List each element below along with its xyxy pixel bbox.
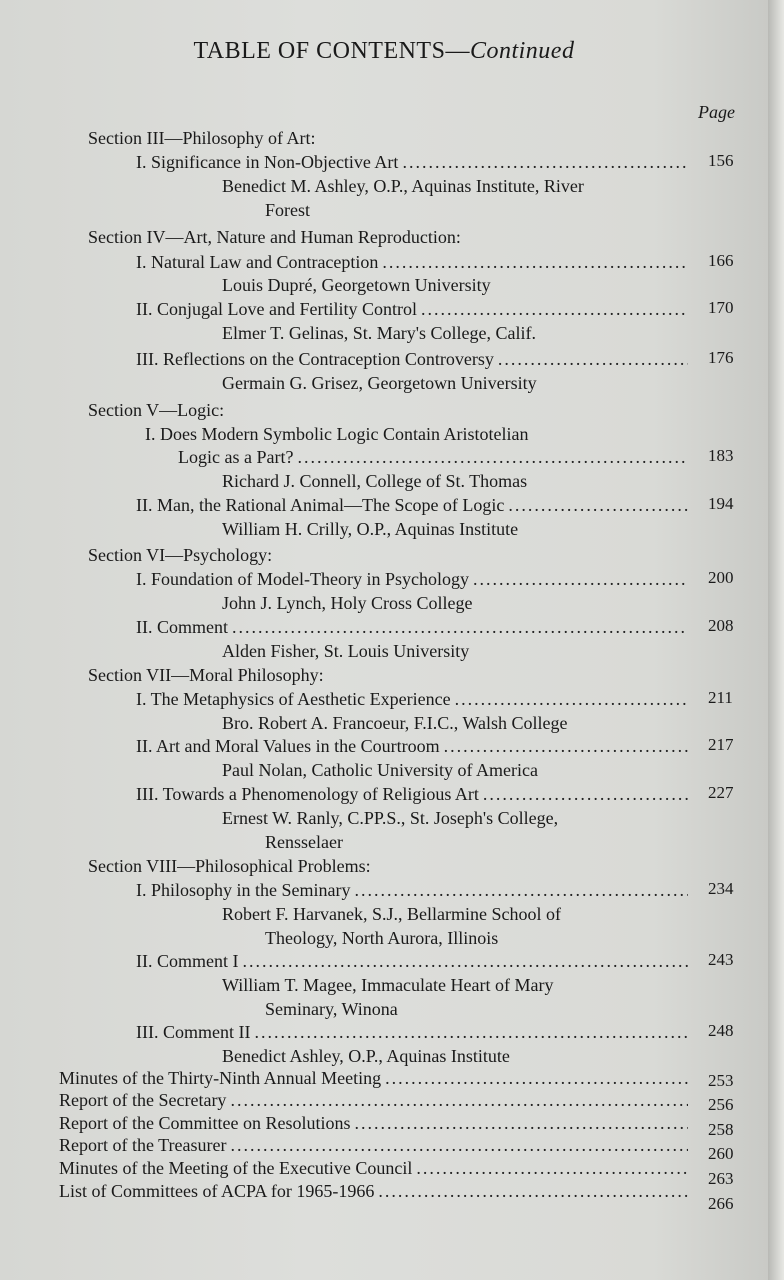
page-number: 176 — [708, 348, 734, 367]
toc-entry — [136, 879, 688, 901]
toc-entry-title: Logic as a Part? — [178, 447, 294, 467]
page-number: 256 — [708, 1095, 734, 1114]
toc-entry — [59, 1112, 688, 1134]
toc-entry-title: II. Conjugal Love and Fertility Control — [136, 299, 417, 319]
toc-entry-title: III. Reflections on the Contraception Controversy — [136, 349, 494, 369]
section-heading: Section III—Philosophy of Art: — [88, 128, 316, 148]
dot-leader — [421, 298, 688, 320]
page-number: 156 — [708, 151, 734, 170]
author-line: William H. Crilly, O.P., Aquinas Institute — [222, 519, 519, 539]
toc-entry — [136, 688, 688, 710]
author-line: William T. Magee, Immaculate Heart of Mary — [222, 975, 554, 995]
section-heading: Section V—Logic: — [88, 400, 225, 420]
toc-entry — [136, 950, 688, 972]
dot-leader — [242, 950, 688, 972]
author-line: Robert F. Harvanek, S.J., Bellarmine School of — [222, 904, 562, 924]
toc-entry-title: II. Art and Moral Values in the Courtroom — [136, 736, 440, 756]
author-line: John J. Lynch, Holy Cross College — [222, 593, 473, 613]
section-heading: Section VIII—Philosophical Problems: — [88, 856, 371, 876]
author-line: Alden Fisher, St. Louis University — [222, 641, 470, 661]
dot-leader — [498, 348, 688, 370]
toc-entry-title: Report of the Treasurer — [59, 1135, 227, 1155]
page-number: 166 — [708, 251, 734, 270]
toc-entry — [59, 1134, 688, 1156]
toc-entry — [59, 1180, 688, 1202]
toc-entry-title: I. The Metaphysics of Aesthetic Experience — [136, 689, 451, 709]
toc-entry-title: I. Does Modern Symbolic Logic Contain Aristotelian — [145, 424, 529, 444]
dot-leader — [508, 494, 688, 516]
dot-leader — [354, 1112, 688, 1134]
page-number: 211 — [708, 688, 733, 707]
toc-entry-title: III. Towards a Phenomenology of Religious Art — [136, 784, 479, 804]
author-line: Louis Dupré, Georgetown University — [222, 275, 491, 295]
author-line: Bro. Robert A. Francoeur, F.I.C., Walsh College — [222, 713, 568, 733]
dot-leader — [230, 1134, 688, 1156]
toc-entry-title: Report of the Secretary — [59, 1090, 227, 1110]
page-number: 227 — [708, 783, 734, 802]
dot-leader — [444, 735, 688, 757]
page-number: 208 — [708, 616, 734, 635]
toc-entry — [59, 1067, 688, 1089]
toc-entry — [178, 446, 688, 468]
toc-entry-title: II. Man, the Rational Animal—The Scope of Logic — [136, 495, 505, 515]
page-number: 217 — [708, 735, 734, 754]
page-number: 170 — [708, 298, 734, 317]
page-number: 200 — [708, 568, 734, 587]
page-number: 263 — [708, 1169, 734, 1188]
toc-entry-title: Minutes of the Thirty-Ninth Annual Meeting — [59, 1068, 382, 1088]
toc-entry — [136, 348, 688, 370]
dot-leader — [230, 1089, 688, 1111]
toc-entry — [136, 783, 688, 805]
dot-leader — [402, 151, 688, 173]
toc-entry-title: I. Philosophy in the Seminary — [136, 880, 351, 900]
page-number: 258 — [708, 1120, 734, 1139]
author-line: Benedict M. Ashley, O.P., Aquinas Institute, River — [222, 176, 584, 196]
toc-entry — [136, 298, 688, 320]
author-line: Elmer T. Gelinas, St. Mary's College, Calif. — [222, 323, 537, 343]
page-number: 266 — [708, 1194, 734, 1213]
toc-entry-title: II. Comment I — [136, 951, 239, 971]
section-heading: Section VII—Moral Philosophy: — [88, 665, 324, 685]
author-line: Paul Nolan, Catholic University of America — [222, 760, 538, 780]
toc-entry-title: Report of the Committee on Resolutions — [59, 1113, 351, 1133]
page-number: 243 — [708, 950, 734, 969]
author-line: Rensselaer — [265, 832, 343, 852]
page-column-label: Page — [698, 102, 735, 122]
title-main: TABLE OF CONTENTS— — [193, 38, 470, 64]
author-line: Benedict Ashley, O.P., Aquinas Institute — [222, 1046, 510, 1066]
page-number: 253 — [708, 1071, 734, 1090]
page-number: 248 — [708, 1021, 734, 1040]
toc-entry-title: List of Committees of ACPA for 1965-1966 — [59, 1181, 375, 1201]
author-line: Richard J. Connell, College of St. Thomas — [222, 471, 528, 491]
dot-leader — [378, 1180, 688, 1202]
toc-entry — [136, 616, 688, 638]
toc-entry-title: I. Natural Law and Contraception — [136, 252, 379, 272]
toc-entry — [136, 251, 688, 273]
dot-leader — [382, 251, 688, 273]
page-edge — [768, 0, 784, 1280]
section-heading: Section VI—Psychology: — [88, 545, 273, 565]
page-number: 234 — [708, 879, 734, 898]
dot-leader — [355, 879, 689, 901]
dot-leader — [254, 1021, 688, 1043]
toc-entry-title: I. Foundation of Model-Theory in Psychology — [136, 569, 469, 589]
toc-entry — [59, 1089, 688, 1111]
author-line: Ernest W. Ranly, C.PP.S., St. Joseph's College, — [222, 808, 559, 828]
toc-entry — [136, 568, 688, 590]
toc-entry — [136, 1021, 688, 1043]
page-title — [0, 38, 768, 65]
toc-entry-title: II. Comment — [136, 617, 228, 637]
author-line: Seminary, Winona — [265, 999, 398, 1019]
dot-leader — [385, 1067, 688, 1089]
toc-entry-title: I. Significance in Non-Objective Art — [136, 152, 399, 172]
title-continued: Continued — [469, 38, 575, 64]
toc-entry-title: III. Comment II — [136, 1022, 251, 1042]
toc-entry — [136, 735, 688, 757]
toc-entry — [136, 151, 688, 173]
page-number: 260 — [708, 1144, 734, 1163]
author-line: Germain G. Grisez, Georgetown University — [222, 373, 537, 393]
dot-leader — [297, 446, 688, 468]
dot-leader — [483, 783, 688, 805]
dot-leader — [455, 688, 688, 710]
toc-entry — [59, 1157, 688, 1179]
toc-entry — [136, 494, 688, 516]
section-heading: Section IV—Art, Nature and Human Reproduction: — [88, 227, 461, 247]
dot-leader — [416, 1157, 688, 1179]
toc-entry-title: Minutes of the Meeting of the Executive Council — [59, 1158, 413, 1178]
author-line: Forest — [265, 200, 310, 220]
page-number: 194 — [708, 494, 734, 513]
author-line: Theology, North Aurora, Illinois — [265, 928, 499, 948]
dot-leader — [232, 616, 688, 638]
page-number: 183 — [708, 446, 734, 465]
dot-leader — [473, 568, 688, 590]
